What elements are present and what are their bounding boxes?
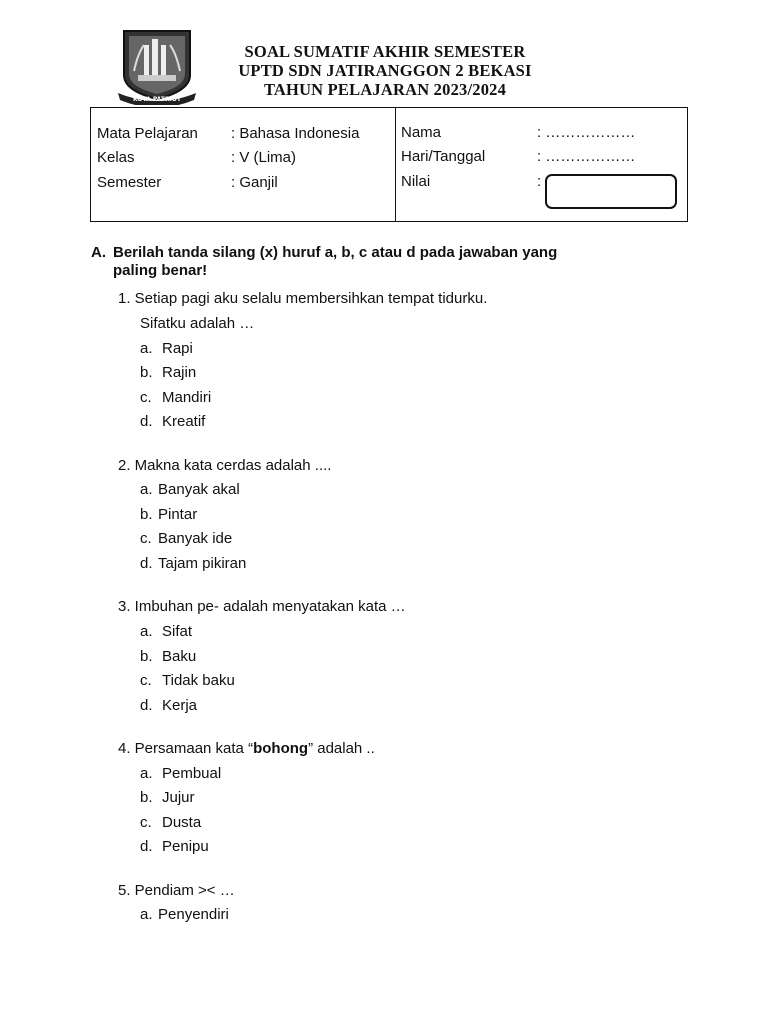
class-value: : V (Lima) bbox=[231, 149, 297, 166]
question-3: 3. Imbuhan pe- adalah menyatakan kata … bbox=[118, 598, 406, 615]
subject-value: : Bahasa Indonesia bbox=[231, 125, 360, 142]
header-school: UPTD SDN JATIRANGGON 2 BEKASI bbox=[238, 61, 532, 80]
question-1-prompt: Sifatku adalah … bbox=[140, 315, 255, 332]
question-4-option-a[interactable]: a. Pembual bbox=[140, 765, 222, 782]
question-2-option-b[interactable]: b. Pintar bbox=[140, 506, 198, 523]
student-identity-box bbox=[90, 107, 688, 222]
question-5-option-a[interactable]: a. Penyendiri bbox=[140, 906, 229, 923]
instruction-line-1: Berilah tanda silang (x) huruf a, b, c atau d pada jawaban yang bbox=[113, 244, 558, 261]
question-5: 5. Pendiam >< … bbox=[118, 882, 235, 899]
question-1-option-b[interactable]: b. Rajin bbox=[140, 364, 197, 381]
date-field[interactable]: : ……………… bbox=[537, 148, 636, 165]
question-1-option-a[interactable]: a. Rapi bbox=[140, 340, 193, 357]
question-3-option-c[interactable]: c. Tidak baku bbox=[140, 672, 235, 689]
question-4: 4. Persamaan kata “bohong” adalah .. bbox=[118, 740, 375, 757]
semester-label: Semester bbox=[97, 174, 162, 191]
name-label: Nama bbox=[401, 124, 442, 141]
svg-text:KOTA PATRIOT: KOTA PATRIOT bbox=[132, 96, 182, 103]
header-year: TAHUN PELAJARAN 2023/2024 bbox=[263, 80, 507, 99]
instruction-line-2: paling benar! bbox=[113, 262, 208, 279]
question-4-keyword: bohong bbox=[253, 740, 309, 757]
score-colon: : bbox=[537, 173, 542, 190]
question-3-option-a[interactable]: a. Sifat bbox=[140, 623, 193, 640]
question-3-option-d[interactable]: d. Kerja bbox=[140, 697, 198, 714]
section-instruction bbox=[91, 244, 671, 280]
semester-value: : Ganjil bbox=[231, 174, 278, 191]
question-1: 1. Setiap pagi aku selalu membersihkan tempat tidurku. bbox=[118, 290, 488, 307]
score-label: Nilai bbox=[401, 173, 431, 190]
question-2: 2. Makna kata cerdas adalah .... bbox=[118, 457, 332, 474]
date-label: Hari/Tanggal bbox=[401, 148, 486, 165]
class-label: Kelas bbox=[97, 149, 135, 166]
subject-label: Mata Pelajaran bbox=[97, 125, 198, 142]
question-2-option-c[interactable]: c. Banyak ide bbox=[140, 530, 233, 547]
question-2-option-d[interactable]: d. Tajam pikiran bbox=[140, 555, 247, 572]
header-title: SOAL SUMATIF AKHIR SEMESTER bbox=[244, 42, 526, 61]
question-1-option-d[interactable]: d. Kreatif bbox=[140, 413, 206, 430]
question-4-option-d[interactable]: d. Penipu bbox=[140, 838, 209, 855]
box-divider bbox=[395, 108, 396, 221]
score-box[interactable] bbox=[545, 174, 677, 209]
section-letter: A. bbox=[91, 244, 106, 261]
school-emblem-logo bbox=[116, 25, 198, 105]
question-4-option-c[interactable]: c. Dusta bbox=[140, 814, 202, 831]
question-3-option-b[interactable]: b. Baku bbox=[140, 648, 197, 665]
name-field[interactable]: : ……………… bbox=[537, 124, 636, 141]
exam-header bbox=[200, 42, 570, 99]
question-4-option-b[interactable]: b. Jujur bbox=[140, 789, 195, 806]
question-1-option-c[interactable]: c. Mandiri bbox=[140, 389, 212, 406]
question-2-option-a[interactable]: a. Banyak akal bbox=[140, 481, 240, 498]
